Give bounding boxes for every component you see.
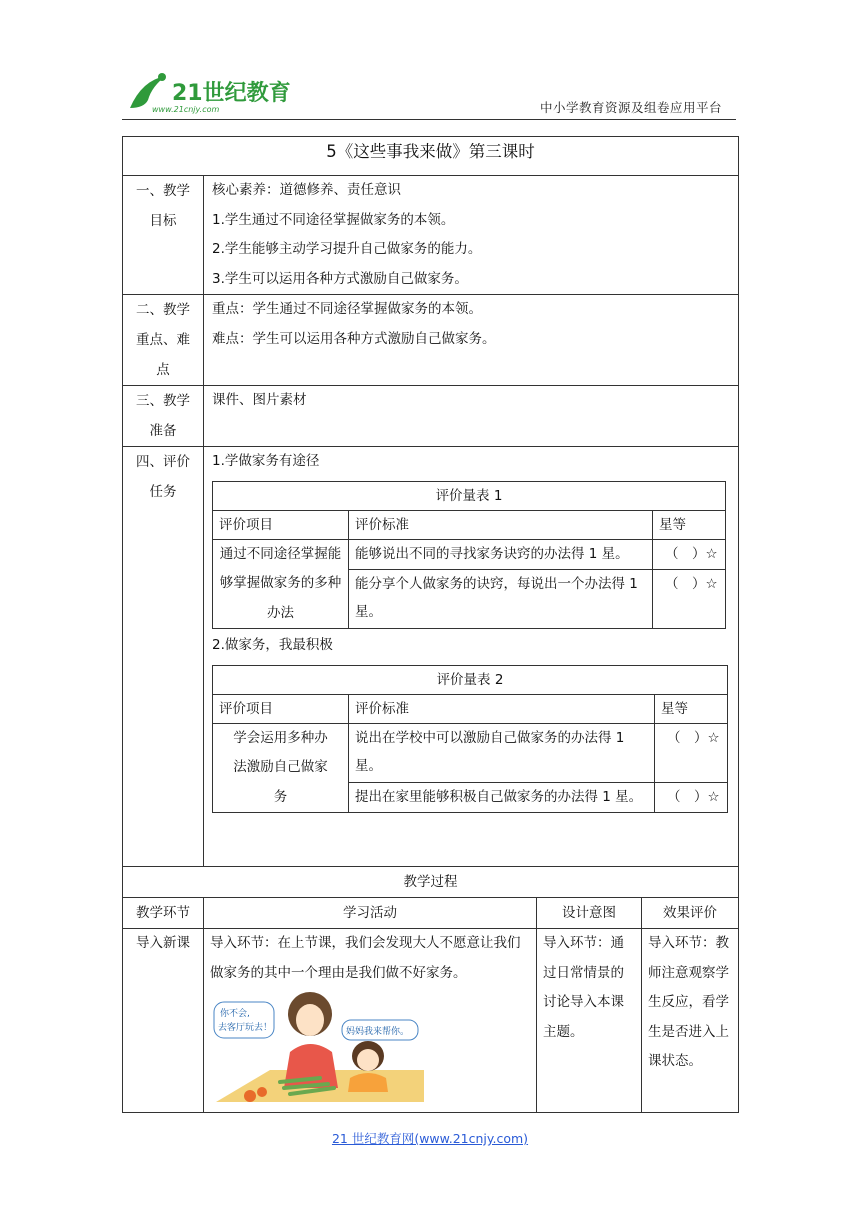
stage-cell: 导入新课 xyxy=(123,929,204,1113)
mother-daughter-cooking-illustration xyxy=(210,992,424,1108)
svg-text:去客厅玩去！: 去客厅玩去！ xyxy=(218,1023,273,1033)
runner-logo-icon xyxy=(130,76,166,108)
rubric2-item: 学会运用多种办法激励自己做家务 xyxy=(213,723,349,813)
svg-text:www.21cnjy.com: www.21cnjy.com xyxy=(152,105,220,114)
col-activity: 学习活动 xyxy=(204,898,537,929)
svg-text:你不会,: 你不会, xyxy=(220,1009,250,1019)
header-divider xyxy=(122,119,736,120)
prep-content: 课件、图片素材 xyxy=(204,386,739,447)
goals-label: 一、教学 目标 xyxy=(123,176,204,295)
task2-heading: 2.做家务，我最积极 xyxy=(212,637,333,653)
effect-cell: 导入环节：教师注意观察学生反应，看学生是否进入上课状态。 xyxy=(642,929,739,1113)
col-stage: 教学环节 xyxy=(123,898,204,929)
design-cell: 导入环节：通过日常情景的讨论导入本课主题。 xyxy=(537,929,642,1113)
eval-content xyxy=(204,447,739,867)
col-design: 设计意图 xyxy=(537,898,642,929)
keypoints-content: 重点：学生通过不同途径掌握做家务的本领。 难点：学生可以运用各种方式激励自己做家务。 xyxy=(204,295,739,386)
star-rating: （ ）☆ xyxy=(655,723,728,782)
platform-name: 中小学教育资源及组卷应用平台 xyxy=(540,100,723,115)
activity-cell: 导入环节：在上节课，我们会发现大人不愿意让我们做家务的其中一个理由是我们做不好家务。 你不会, 去客厅玩去！ 妈妈我来帮你。 xyxy=(204,929,537,1113)
star-rating: （ ）☆ xyxy=(655,782,728,812)
rubric-table-1: 评价量表 1 评价项目 评价标准 星等 通过不同途径掌握能够掌握做家务的多种办法 能够说出不同的寻找家务诀窍的办法得 1 星。 （ ）☆ 能分享个人做家务的诀窍，每说出一个办法得 1 星。 （ ）☆ xyxy=(212,481,726,630)
prep-label: 三、教学 准备 xyxy=(123,386,204,447)
task1-heading: 1.学做家务有途径 xyxy=(212,453,320,469)
footer-link[interactable]: 21 世纪教育网(www.21cnjy.com) xyxy=(331,1131,529,1146)
site-logo xyxy=(122,70,292,116)
star-rating: （ ）☆ xyxy=(653,569,726,628)
rubric1-item: 通过不同途径掌握能够掌握做家务的多种办法 xyxy=(213,539,349,629)
goals-content: 核心素养：道德修养、责任意识 1.学生通过不同途径掌握做家务的本领。 2.学生能够主动学习提升自己做家务的能力。 3.学生可以运用各种方式激励自己做家务。 xyxy=(204,176,739,295)
process-title: 教学过程 xyxy=(123,867,739,898)
lesson-plan-table xyxy=(122,136,739,1113)
svg-text:妈妈我来帮你。: 妈妈我来帮你。 xyxy=(346,1027,410,1037)
col-effect: 效果评价 xyxy=(642,898,739,929)
eval-label: 四、评价 任务 xyxy=(123,447,204,867)
lesson-title: 5《这些事我来做》第三课时 xyxy=(123,137,739,176)
keypoints-label: 二、教学 重点、难 点 xyxy=(123,295,204,386)
rubric-table-2: 评价量表 2 评价项目 评价标准 星等 学会运用多种办法激励自己做家务 说出在学校中可以激励自己做家务的办法得 1 星。 （ ）☆ 提出在家里能够积极自己做家务的办法得 1 星。 （ ）☆ xyxy=(212,665,728,814)
svg-text:21世纪教育: 21世纪教育 xyxy=(172,81,291,106)
star-rating: （ ）☆ xyxy=(653,539,726,569)
